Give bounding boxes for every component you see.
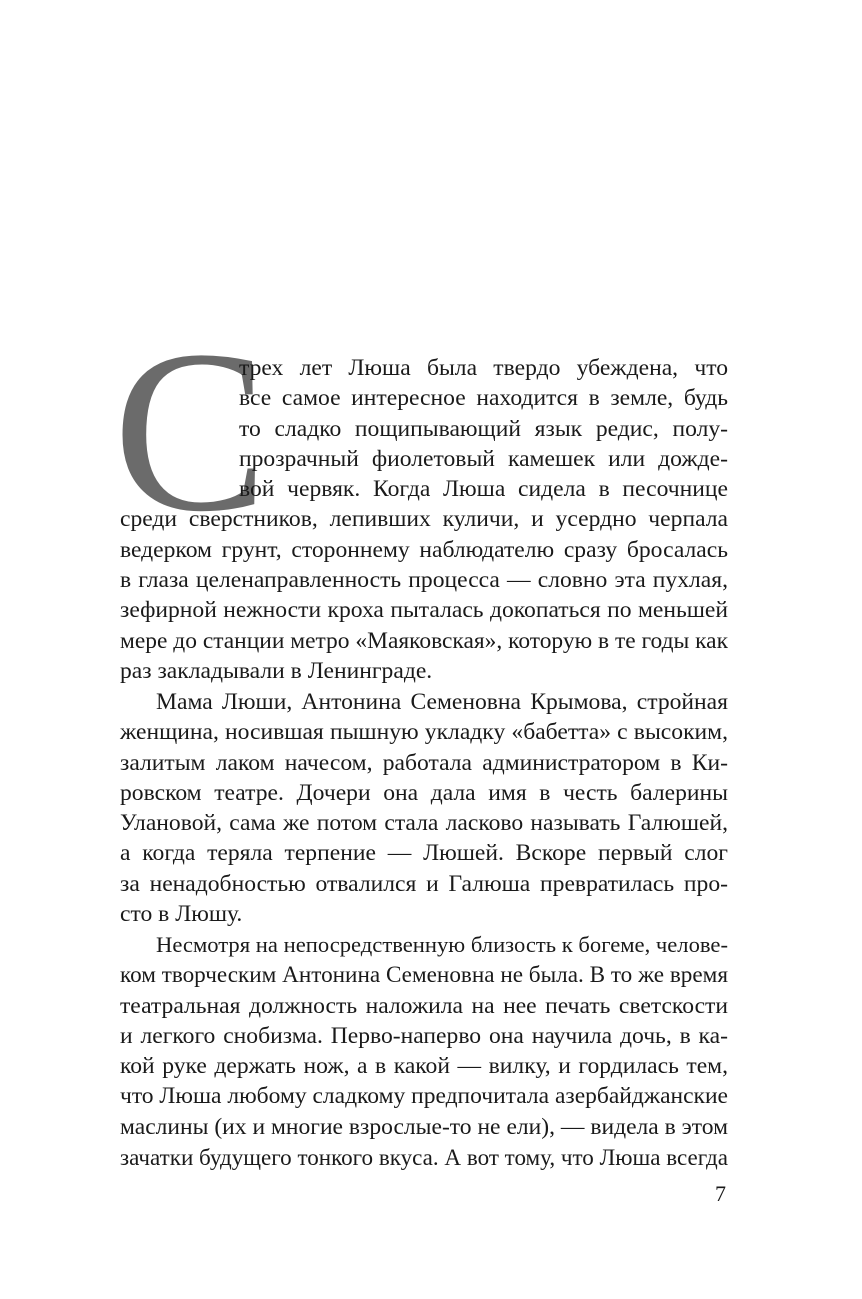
text-line: Несмотря на непосредственную близость к богеме, челове- bbox=[156, 932, 728, 957]
text-line: зефирной нежности кроха пыталась докопаться по меньшей bbox=[120, 597, 728, 624]
paragraph-1 bbox=[120, 353, 728, 686]
page-number: 7 bbox=[715, 1181, 726, 1206]
text-line: ком творческим Антонина Семеновна не была. В то же время bbox=[120, 962, 728, 989]
text-line: что Люша любому сладкому предпочитала азербайджанские bbox=[120, 1083, 728, 1110]
text-line: зачатки будущего тонкого вкуса. А вот тому, что Люша всегда bbox=[120, 1144, 728, 1171]
paragraph-2 bbox=[120, 687, 728, 929]
text-line: залитым лаком начесом, работала администратором в Ки- bbox=[120, 749, 728, 776]
text-line: все самое интересное находится в земле, будь bbox=[239, 385, 728, 412]
text-line: трех лет Люша была твердо убеждена, что bbox=[239, 355, 728, 381]
text-line: а когда теряла терпение — Люшей. Вскоре первый слог bbox=[120, 840, 728, 867]
drop-cap-letter: С bbox=[113, 303, 268, 560]
text-line: раз закладывали в Ленинграде. bbox=[120, 657, 433, 684]
text-line: то сладко пощипывающий язык редис, полу- bbox=[239, 415, 728, 442]
text-line: прозрачный фиолетовый камешек или дожде- bbox=[239, 445, 728, 472]
text-line: в глаза целенаправленность процесса — словно эта пухлая, bbox=[120, 567, 728, 594]
text-line: за ненадобностью отвалился и Галюша превратилась про- bbox=[120, 870, 728, 897]
text-line: ведерком грунт, стороннему наблюдателю сразу бросалась bbox=[120, 536, 728, 563]
text-line: женщина, носившая пышную укладку «бабетта» с высоким, bbox=[120, 719, 728, 746]
text-line: театральная должность наложила на нее печать светскости bbox=[120, 992, 728, 1019]
text-line: маслины (их и многие взрослые-то не ели), — видела в этом bbox=[120, 1113, 728, 1140]
text-line: ровском театре. Дочери она дала имя в честь балерины bbox=[120, 779, 728, 806]
text-line: и легкого снобизма. Перво-наперво она научила дочь, в ка- bbox=[120, 1022, 728, 1049]
text-line: Мама Люши, Антонина Семеновна Крымова, стройная bbox=[156, 689, 728, 715]
paragraph-3 bbox=[120, 930, 728, 1172]
text-line: сто в Люшу. bbox=[120, 901, 243, 928]
text-line: среди сверстников, лепивших куличи, и усердно черпала bbox=[120, 506, 728, 533]
text-line: Улановой, сама же потом стала ласково называть Галюшей, bbox=[120, 810, 728, 837]
text-line: кой руке держать нож, а в какой — вилку, и гордилась тем, bbox=[120, 1053, 728, 1080]
text-line: мере до станции метро «Маяковская», которую в те годы как bbox=[120, 627, 728, 654]
text-line: вой червяк. Когда Люша сидела в песочнице bbox=[239, 476, 728, 503]
